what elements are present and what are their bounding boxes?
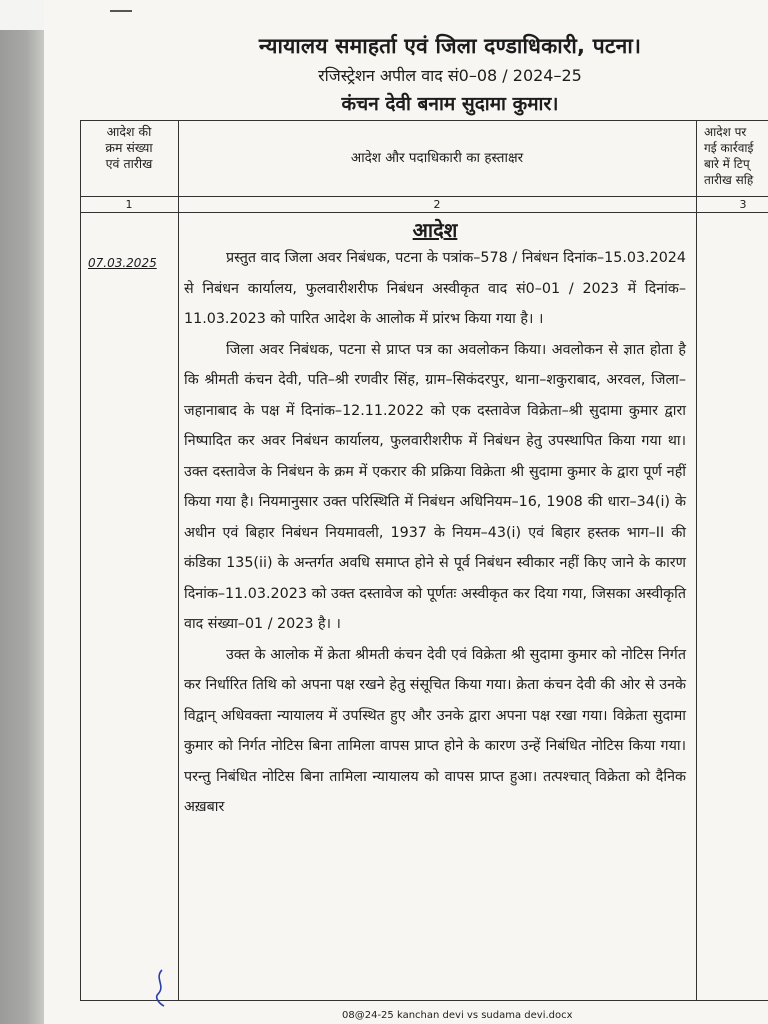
- col1-header-line: क्रम संख्या: [105, 140, 153, 155]
- pen-mark: [110, 10, 132, 12]
- table-left-border: [80, 120, 81, 1000]
- order-title: आदेश: [412, 218, 458, 242]
- order-paragraph-3: उक्त के आलोक में क्रेता श्रीमती कंचन देवी एवं विक्रेता श्री सुदामा कुमार को नोटिस निर्गत कर निर्धारित तिथि को अपना पक्ष रखने हेतु संसूचित किया गया। क्रेता कंचन देवी की ओर से उनके विद्वान् अधिवक्ता न्यायालय में उपस्थित हुए और उनके द्वारा अपना पक्ष रखा गया। विक्रेता सुदामा कुमार को निर्गत नोटिस बिना तामिला वापस प्राप्त होने के कारण उन्हें निबंधित नोटिस किया गया। परन्तु निबंधित नोटिस बिना तामिला न्यायालय को वापस प्राप्त हुआ। तत्पश्चात् विक्रेता को दैनिक अख़बार: [184, 646, 686, 815]
- table-header-bottom-border: [80, 196, 768, 197]
- table-col2-divider: [696, 120, 697, 1000]
- col1-number: 1: [125, 198, 133, 211]
- order-date: 07.03.2025: [88, 256, 157, 270]
- col1-header-line: एवं तारीख: [105, 156, 153, 171]
- order-body: [184, 243, 686, 823]
- order-paragraph-1: प्रस्तुत वाद जिला अवर निबंधक, पटना के पत्रांक–578 / निबंधन दिनांक–15.03.2024 से निबंधन कार्यालय, फुलवारीशरीफ निबंधन अस्वीकृत वाद सं0–01 / 2023 में दिनांक–11.03.2023 को पारित आदेश के आलोक में प्रांरभ किया गया है। ।: [184, 250, 686, 327]
- col3-header-line: गई कार्रवाई: [704, 141, 754, 155]
- col1-header-line: आदेश की: [106, 124, 152, 139]
- signature-mark-icon: [150, 968, 170, 1008]
- col2-number: 2: [433, 198, 441, 211]
- col3-header-line: बारे में टिप्: [704, 157, 750, 171]
- table-col1-divider: [178, 120, 179, 1000]
- court-heading: न्यायालय समाहर्ता एवं जिला दण्डाधिकारी, पटना।: [258, 34, 642, 58]
- col3-header-line: तारीख सहि: [704, 173, 754, 187]
- table-bottom-border: [80, 1000, 768, 1001]
- col1-header: [82, 124, 176, 172]
- col3-header-line: आदेश पर: [704, 125, 747, 139]
- case-parties: कंचन देवी बनाम सुदामा कुमार।: [341, 93, 559, 115]
- scan-shadow-edge: [0, 0, 44, 1024]
- order-paragraph-2: जिला अवर निबंधक, पटना से प्राप्त पत्र का अवलोकन किया। अवलोकन से ज्ञात होता है कि श्रीमती कंचन देवी, पति–श्री रणवीर सिंह, ग्राम–सिकंदरपुर, थाना–शकुराबाद, अरवल, जिला–जहानाबाद के पक्ष में दिनांक–12.11.2022 को एक दस्तावेज विक्रेता–श्री सुदामा कुमार द्वारा निष्पादित कर अवर निबंधन कार्यालय, फुलवारीशरीफ में निबंधन हेतु उपस्थापित किया गया था। उक्त दस्तावेज के निबंधन के क्रम में एकरार की प्रक्रिया विक्रेता श्री सुदामा कुमार के द्वारा पूर्ण नहीं किया गया है। नियमानुसार उक्त परिस्थिति में निबंधन अधिनियम–16, 1908 की धारा–34(i) के अधीन एवं बिहार निबंधन नियमावली, 1937 के नियम–43(i) एवं बिहार हस्तक भाग–II की कंडिका 135(ii) के अन्तर्गत अवधि समाप्त होने से पूर्व निबंधन स्वीकार नहीं किए जाने के कारण दिनांक–11.03.2023 को उक्त दस्तावेज को पूर्णतः अस्वीकृत कर दिया गया, जिसका अस्वीकृति वाद संख्या–01 / 2023 है। ।: [184, 341, 686, 632]
- scan-edge-top: [0, 0, 44, 30]
- table-number-row-border: [80, 212, 768, 213]
- col3-number: 3: [739, 198, 747, 211]
- col3-header: [698, 124, 768, 188]
- col2-header: आदेश और पदाधिकारी का हस्ताक्षर: [350, 150, 524, 166]
- case-number: रजिस्ट्रेशन अपील वाद सं0–08 / 2024–25: [318, 66, 582, 85]
- table-top-border: [80, 120, 768, 121]
- file-footer: 08@24-25 kanchan devi vs sudama devi.docx: [342, 1010, 573, 1021]
